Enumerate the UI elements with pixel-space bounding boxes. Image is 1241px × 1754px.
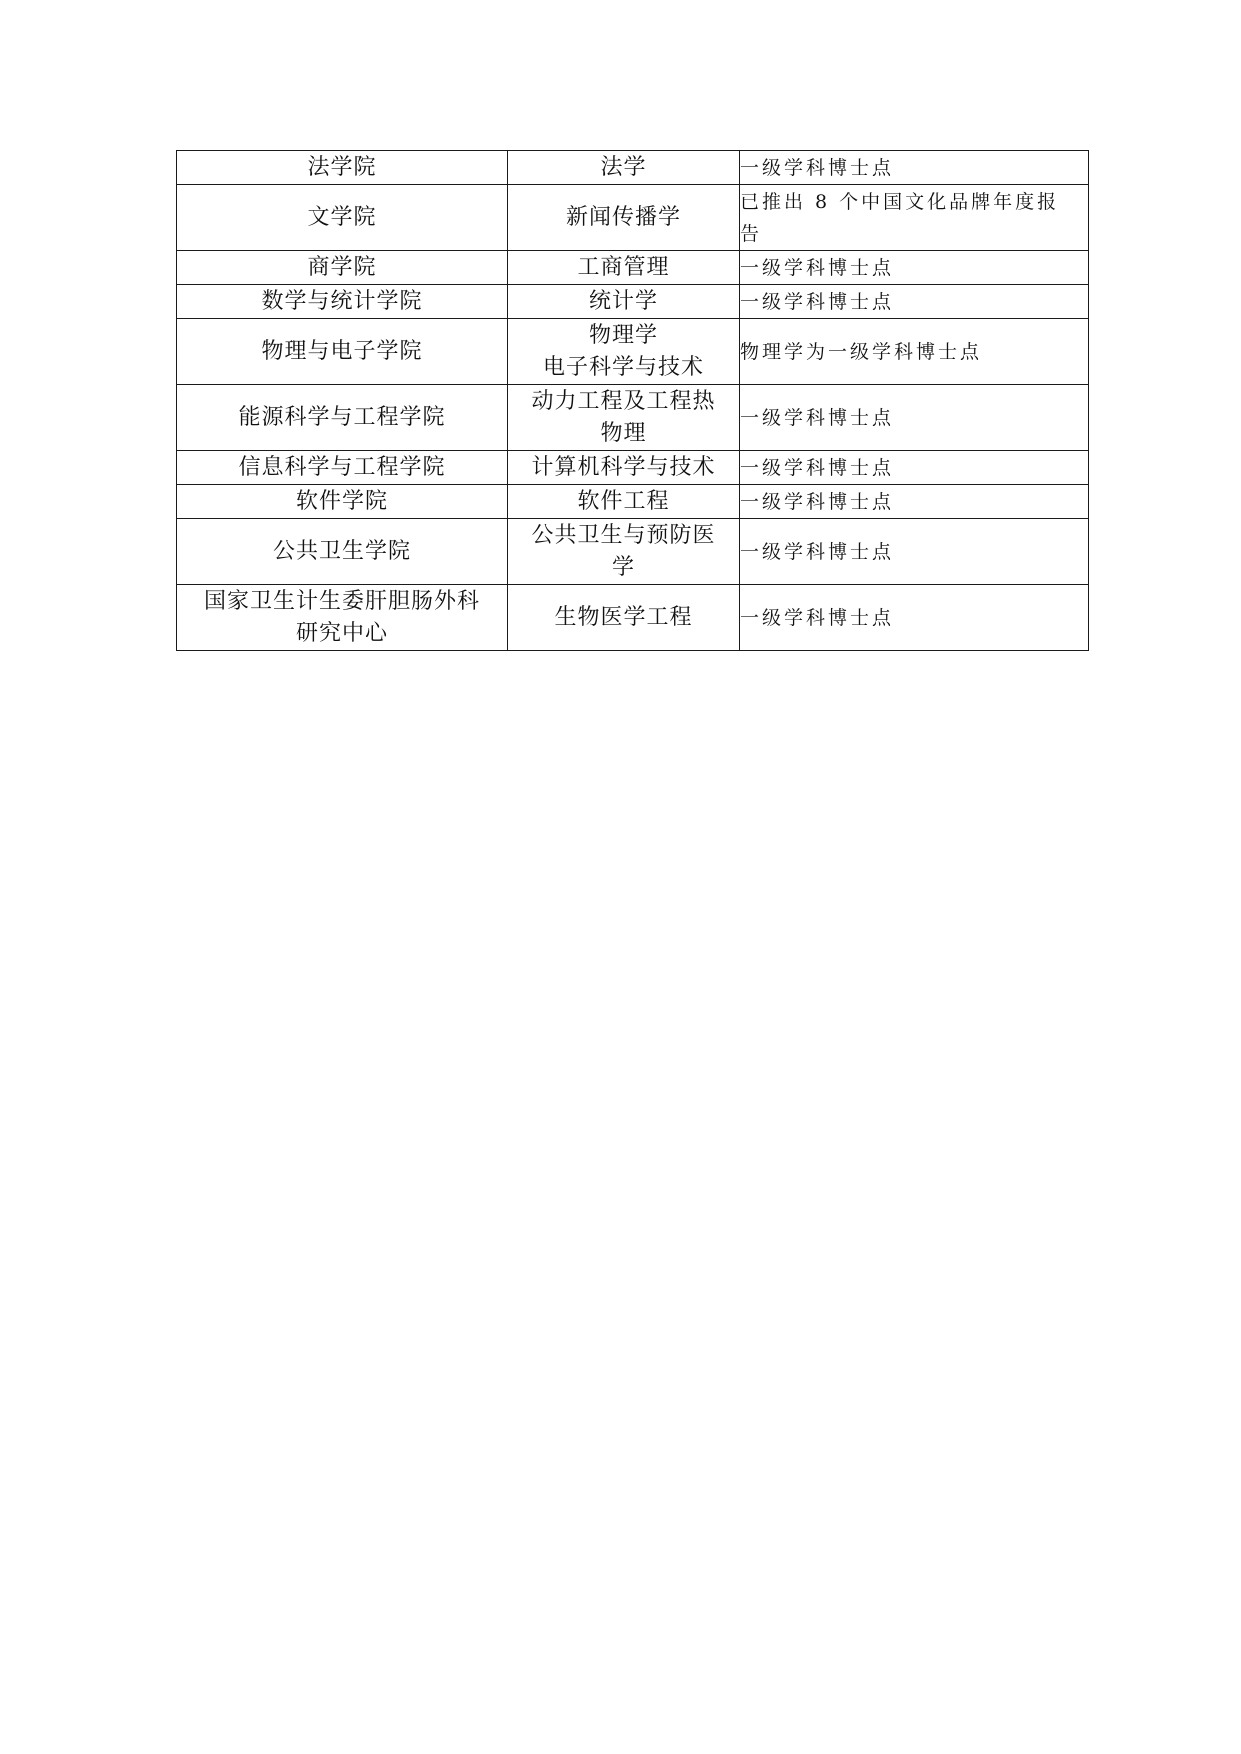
college-cell: 物理与电子学院 xyxy=(177,319,508,385)
note-cell: 一级学科博士点 xyxy=(740,585,1089,651)
table-row xyxy=(177,585,1089,651)
discipline-cell: 公共卫生与预防医 学 xyxy=(508,519,740,585)
college-cell: 公共卫生学院 xyxy=(177,519,508,585)
table-row xyxy=(177,285,1089,319)
discipline-cell: 软件工程 xyxy=(508,485,740,519)
table-row xyxy=(177,151,1089,185)
college-cell: 文学院 xyxy=(177,185,508,251)
table-row xyxy=(177,485,1089,519)
discipline-cell: 法学 xyxy=(508,151,740,185)
discipline-cell: 生物医学工程 xyxy=(508,585,740,651)
college-cell: 能源科学与工程学院 xyxy=(177,385,508,451)
note-cell: 物理学为一级学科博士点 xyxy=(740,319,1089,385)
discipline-cell: 动力工程及工程热 物理 xyxy=(508,385,740,451)
college-cell: 商学院 xyxy=(177,251,508,285)
discipline-cell: 工商管理 xyxy=(508,251,740,285)
college-cell: 国家卫生计生委肝胆肠外科 研究中心 xyxy=(177,585,508,651)
college-cell: 数学与统计学院 xyxy=(177,285,508,319)
college-cell: 软件学院 xyxy=(177,485,508,519)
note-cell: 一级学科博士点 xyxy=(740,151,1089,185)
table-row xyxy=(177,185,1089,251)
discipline-cell: 新闻传播学 xyxy=(508,185,740,251)
note-cell: 一级学科博士点 xyxy=(740,385,1089,451)
discipline-cell: 计算机科学与技术 xyxy=(508,451,740,485)
college-cell: 信息科学与工程学院 xyxy=(177,451,508,485)
table-row xyxy=(177,519,1089,585)
note-cell: 一级学科博士点 xyxy=(740,251,1089,285)
note-cell: 一级学科博士点 xyxy=(740,285,1089,319)
discipline-cell: 统计学 xyxy=(508,285,740,319)
table-row xyxy=(177,385,1089,451)
note-cell: 已推出 8 个中国文化品牌年度报 告 xyxy=(740,185,1089,251)
note-cell: 一级学科博士点 xyxy=(740,519,1089,585)
discipline-cell: 物理学 电子科学与技术 xyxy=(508,319,740,385)
discipline-table xyxy=(176,150,1089,651)
table-row xyxy=(177,451,1089,485)
note-cell: 一级学科博士点 xyxy=(740,451,1089,485)
note-cell: 一级学科博士点 xyxy=(740,485,1089,519)
college-cell: 法学院 xyxy=(177,151,508,185)
table-row xyxy=(177,319,1089,385)
table-row xyxy=(177,251,1089,285)
